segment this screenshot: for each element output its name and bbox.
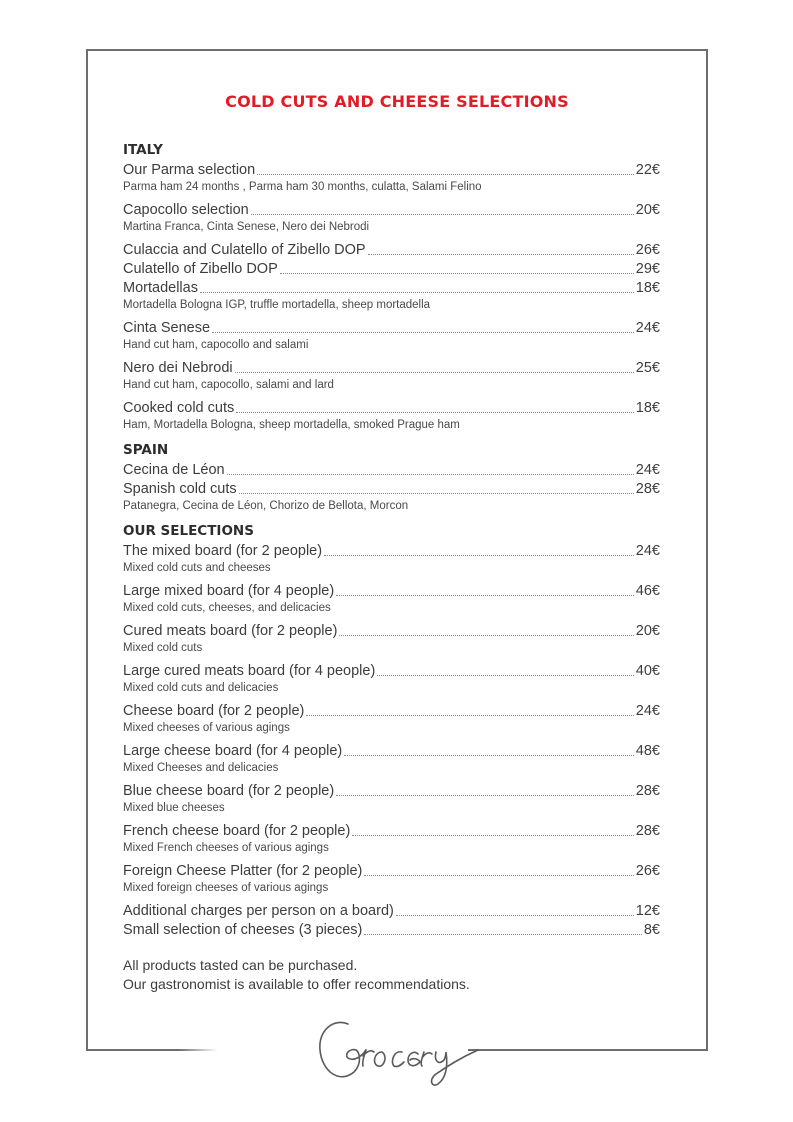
menu-item-line [123, 782, 660, 801]
grocery-signature-logo [310, 1010, 490, 1090]
section-title: SPAIN [123, 442, 169, 458]
menu-item-description: Mixed Cheeses and delicacies [123, 762, 279, 774]
menu-item-price: 24€ [635, 543, 660, 559]
menu-content [123, 139, 660, 940]
menu-section [123, 439, 660, 514]
menu-item [123, 902, 660, 921]
menu-item-line [123, 902, 660, 921]
menu-item-line [123, 702, 660, 721]
menu-item-price: 18€ [635, 280, 660, 296]
dot-leader [352, 834, 633, 836]
section-title: OUR SELECTIONS [123, 523, 254, 539]
menu-item-price: 26€ [635, 863, 660, 879]
menu-item-description: Parma ham 24 months , Parma ham 30 months, culatta, Salami Felino [123, 181, 482, 193]
menu-item-description: Martina Franca, Cinta Senese, Nero dei Nebrodi [123, 221, 370, 233]
menu-item-name: Our Parma selection [123, 162, 256, 178]
dot-leader [235, 371, 634, 373]
menu-item-price: 29€ [635, 261, 660, 277]
menu-item-name: Nero dei Nebrodi [123, 360, 233, 376]
menu-item-price: 20€ [635, 202, 660, 218]
menu-item-line [123, 862, 660, 881]
menu-item-line [123, 742, 660, 761]
note-purchase: All products tasted can be purchased. [123, 957, 358, 973]
menu-item-description: Hand cut ham, capocollo and salami [123, 339, 309, 351]
dot-leader [239, 492, 634, 494]
menu-title: COLD CUTS AND CHEESE SELECTIONS [225, 92, 569, 111]
dot-leader [280, 272, 634, 274]
menu-item-description: Mixed blue cheeses [123, 802, 225, 814]
menu-item [123, 201, 660, 235]
menu-section [123, 139, 660, 433]
menu-item-line [123, 461, 660, 480]
frame-bottom-left-rule [86, 1049, 218, 1051]
menu-item [123, 702, 660, 736]
menu-item-description: Ham, Mortadella Bologna, sheep mortadella, smoked Prague ham [123, 419, 460, 431]
menu-item-line [123, 279, 660, 298]
menu-item-price: 18€ [635, 400, 660, 416]
menu-item [123, 461, 660, 480]
menu-item [123, 782, 660, 816]
dot-leader [344, 754, 634, 756]
menu-item [123, 399, 660, 433]
dot-leader [212, 331, 634, 333]
menu-item-name: Large cheese board (for 4 people) [123, 743, 343, 759]
menu-item-price: 46€ [635, 583, 660, 599]
menu-item-price: 28€ [635, 823, 660, 839]
menu-item-price: 28€ [635, 481, 660, 497]
menu-item [123, 862, 660, 896]
menu-item-name: The mixed board (for 2 people) [123, 543, 323, 559]
menu-item-name: Cured meats board (for 2 people) [123, 623, 338, 639]
menu-item [123, 319, 660, 353]
menu-notes [123, 956, 470, 994]
menu-item-name: Small selection of cheeses (3 pieces) [123, 922, 363, 938]
dot-leader [200, 291, 634, 293]
menu-item-line [123, 241, 660, 260]
dot-leader [251, 213, 634, 215]
menu-item-line [123, 622, 660, 641]
menu-item [123, 260, 660, 279]
menu-item-line [123, 582, 660, 601]
menu-item-price: 28€ [635, 783, 660, 799]
menu-item-description: Mixed foreign cheeses of various agings [123, 882, 329, 894]
menu-item-price: 24€ [635, 703, 660, 719]
dot-leader [324, 554, 634, 556]
menu-item [123, 359, 660, 393]
menu-item-price: 22€ [635, 162, 660, 178]
menu-item-price: 25€ [635, 360, 660, 376]
frame-bottom-right-rule [468, 1049, 708, 1051]
dot-leader [336, 794, 634, 796]
menu-item-name: Large mixed board (for 4 people) [123, 583, 335, 599]
menu-item-line [123, 201, 660, 220]
menu-item-price: 26€ [635, 242, 660, 258]
dot-leader [227, 473, 634, 475]
menu-item [123, 279, 660, 313]
menu-item [123, 742, 660, 776]
menu-item-description: Mortadella Bologna IGP, truffle mortadella, sheep mortadella [123, 299, 431, 311]
menu-item-line [123, 921, 660, 940]
menu-item-price: 24€ [635, 462, 660, 478]
section-title: ITALY [123, 142, 163, 158]
menu-item-line [123, 260, 660, 279]
menu-section [123, 520, 660, 940]
menu-item [123, 241, 660, 260]
menu-item-price: 12€ [635, 903, 660, 919]
menu-item [123, 822, 660, 856]
dot-leader [306, 714, 633, 716]
menu-item-description: Mixed cheeses of various agings [123, 722, 290, 734]
menu-item [123, 161, 660, 195]
dot-leader [396, 914, 634, 916]
menu-item-price: 40€ [635, 663, 660, 679]
menu-item [123, 542, 660, 576]
dot-leader [257, 173, 634, 175]
menu-item-description: Mixed cold cuts and cheeses [123, 562, 271, 574]
menu-item-name: Culatello of Zibello DOP [123, 261, 278, 277]
menu-item-name: French cheese board (for 2 people) [123, 823, 351, 839]
menu-item-name: Cecina de Léon [123, 462, 225, 478]
menu-item-name: Additional charges per person on a board) [123, 903, 394, 919]
menu-item-name: Mortadellas [123, 280, 198, 296]
menu-item-price: 48€ [635, 743, 660, 759]
menu-item-name: Cinta Senese [123, 320, 211, 336]
menu-item [123, 582, 660, 616]
menu-item-name: Cheese board (for 2 people) [123, 703, 305, 719]
menu-item-name: Capocollo selection [123, 202, 249, 218]
dot-leader [339, 634, 633, 636]
dot-leader [368, 253, 634, 255]
menu-item-line [123, 319, 660, 338]
menu-item [123, 662, 660, 696]
dot-leader [377, 674, 634, 676]
dot-leader [336, 594, 634, 596]
dot-leader [364, 874, 633, 876]
menu-item-line [123, 359, 660, 378]
dot-leader [236, 411, 634, 413]
menu-item-price: 24€ [635, 320, 660, 336]
menu-item-line [123, 662, 660, 681]
menu-item-price: 20€ [635, 623, 660, 639]
menu-item-name: Cooked cold cuts [123, 400, 235, 416]
menu-item-line [123, 480, 660, 499]
menu-item [123, 921, 660, 940]
note-gastronomist: Our gastronomist is available to offer recommendations. [123, 976, 470, 992]
menu-item-price: 8€ [643, 922, 660, 938]
menu-item [123, 480, 660, 514]
menu-item-name: Culaccia and Culatello of Zibello DOP [123, 242, 366, 258]
menu-item-description: Mixed cold cuts, cheeses, and delicacies [123, 602, 331, 614]
menu-item-name: Spanish cold cuts [123, 481, 237, 497]
menu-item-line [123, 822, 660, 841]
menu-item-description: Hand cut ham, capocollo, salami and lard [123, 379, 334, 391]
menu-item-description: Mixed French cheeses of various agings [123, 842, 329, 854]
menu-item-description: Mixed cold cuts and delicacies [123, 682, 279, 694]
menu-item-line [123, 399, 660, 418]
menu-item-description: Patanegra, Cecina de Léon, Chorizo de Bellota, Morcon [123, 500, 409, 512]
dot-leader [364, 933, 641, 935]
menu-item-name: Large cured meats board (for 4 people) [123, 663, 376, 679]
menu-item-line [123, 542, 660, 561]
menu-item-line [123, 161, 660, 180]
menu-item-description: Mixed cold cuts [123, 642, 203, 654]
menu-item-name: Foreign Cheese Platter (for 2 people) [123, 863, 363, 879]
menu-item [123, 622, 660, 656]
menu-item-name: Blue cheese board (for 2 people) [123, 783, 335, 799]
